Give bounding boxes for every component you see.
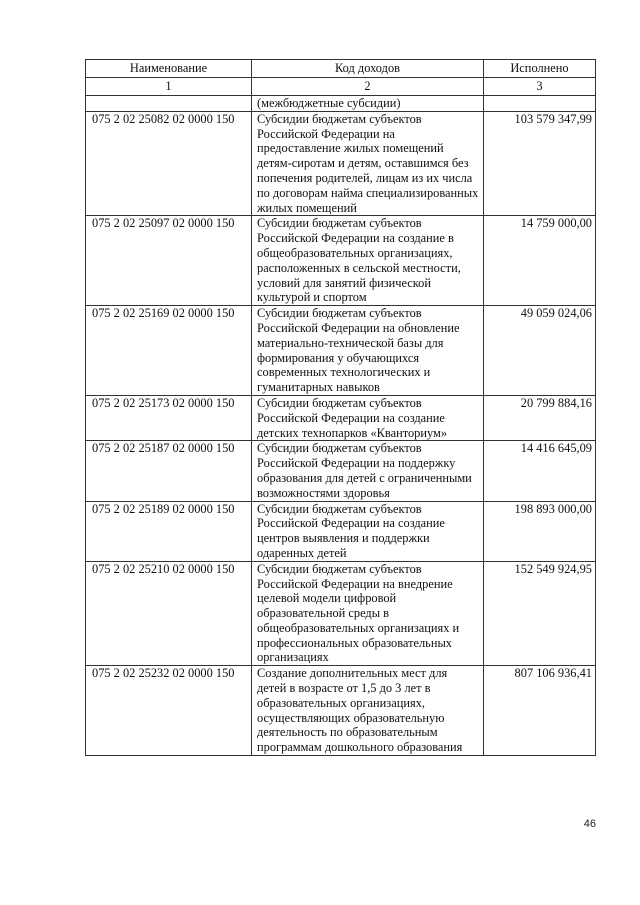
header-code: Код доходов — [252, 60, 484, 78]
row-amount: 152 549 924,95 — [484, 561, 596, 666]
column-number-1: 1 — [86, 78, 252, 96]
column-number-2: 2 — [252, 78, 484, 96]
table-row — [86, 395, 596, 440]
row-description: Создание дополнительных мест для детей в возрасте от 1,5 до 3 лет в образовательных организациях, осуществляющих образовательную деятельность по образовательным программам дошкольного образования — [252, 666, 484, 756]
page-number: 46 — [583, 818, 596, 830]
table-row — [86, 441, 596, 501]
header-executed: Исполнено — [484, 60, 596, 78]
row-amount: 14 416 645,09 — [484, 441, 596, 501]
row-amount: 807 106 936,41 — [484, 666, 596, 756]
header-name: Наименование — [86, 60, 252, 78]
row-description: Субсидии бюджетам субъектов Российской Федерации на создание центров выявления и поддержки одаренных детей — [252, 501, 484, 561]
column-numbers-row — [86, 78, 596, 96]
table-row — [86, 666, 596, 756]
row-amount: 49 059 024,06 — [484, 306, 596, 396]
row-amount: 20 799 884,16 — [484, 395, 596, 440]
row-description: Субсидии бюджетам субъектов Российской Федерации на создание детских технопарков «Кванториум» — [252, 395, 484, 440]
row-description: Субсидии бюджетам субъектов Российской Федерации на поддержку образования для детей с ограниченными возможностями здоровья — [252, 441, 484, 501]
row-description: Субсидии бюджетам субъектов Российской Федерации на обновление материально-технической базы для формирования у обучающихся современных технологических и гуманитарных навыков — [252, 306, 484, 396]
row-code: 075 2 02 25232 02 0000 150 — [86, 666, 252, 756]
table-header-row — [86, 60, 596, 78]
row-code: 075 2 02 25210 02 0000 150 — [86, 561, 252, 666]
row-code: 075 2 02 25189 02 0000 150 — [86, 501, 252, 561]
table-row — [86, 561, 596, 666]
row-description: Субсидии бюджетам субъектов Российской Федерации на предоставление жилых помещений детям-сиротам и детям, оставшимся без попечения родителей, лицам из их числа по договорам найма специализированных жилых помещений — [252, 111, 484, 216]
table-row — [86, 306, 596, 396]
table-row — [86, 216, 596, 306]
table-row — [86, 111, 596, 216]
row-amount — [484, 96, 596, 112]
row-code: 075 2 02 25082 02 0000 150 — [86, 111, 252, 216]
column-number-3: 3 — [484, 78, 596, 96]
row-amount: 14 759 000,00 — [484, 216, 596, 306]
row-code: 075 2 02 25187 02 0000 150 — [86, 441, 252, 501]
row-description: (межбюджетные субсидии) — [252, 96, 484, 112]
row-description: Субсидии бюджетам субъектов Российской Федерации на внедрение целевой модели цифровой образовательной среды в общеобразовательных организациях и профессиональных образовательных организациях — [252, 561, 484, 666]
row-code: 075 2 02 25097 02 0000 150 — [86, 216, 252, 306]
row-code: 075 2 02 25173 02 0000 150 — [86, 395, 252, 440]
row-code — [86, 96, 252, 112]
revenue-table — [85, 59, 596, 756]
table-row — [86, 501, 596, 561]
row-amount: 103 579 347,99 — [484, 111, 596, 216]
table-row — [86, 96, 596, 112]
row-amount: 198 893 000,00 — [484, 501, 596, 561]
row-code: 075 2 02 25169 02 0000 150 — [86, 306, 252, 396]
row-description: Субсидии бюджетам субъектов Российской Федерации на создание в общеобразовательных организациях, расположенных в сельской местности, условий для занятий физической культурой и спортом — [252, 216, 484, 306]
